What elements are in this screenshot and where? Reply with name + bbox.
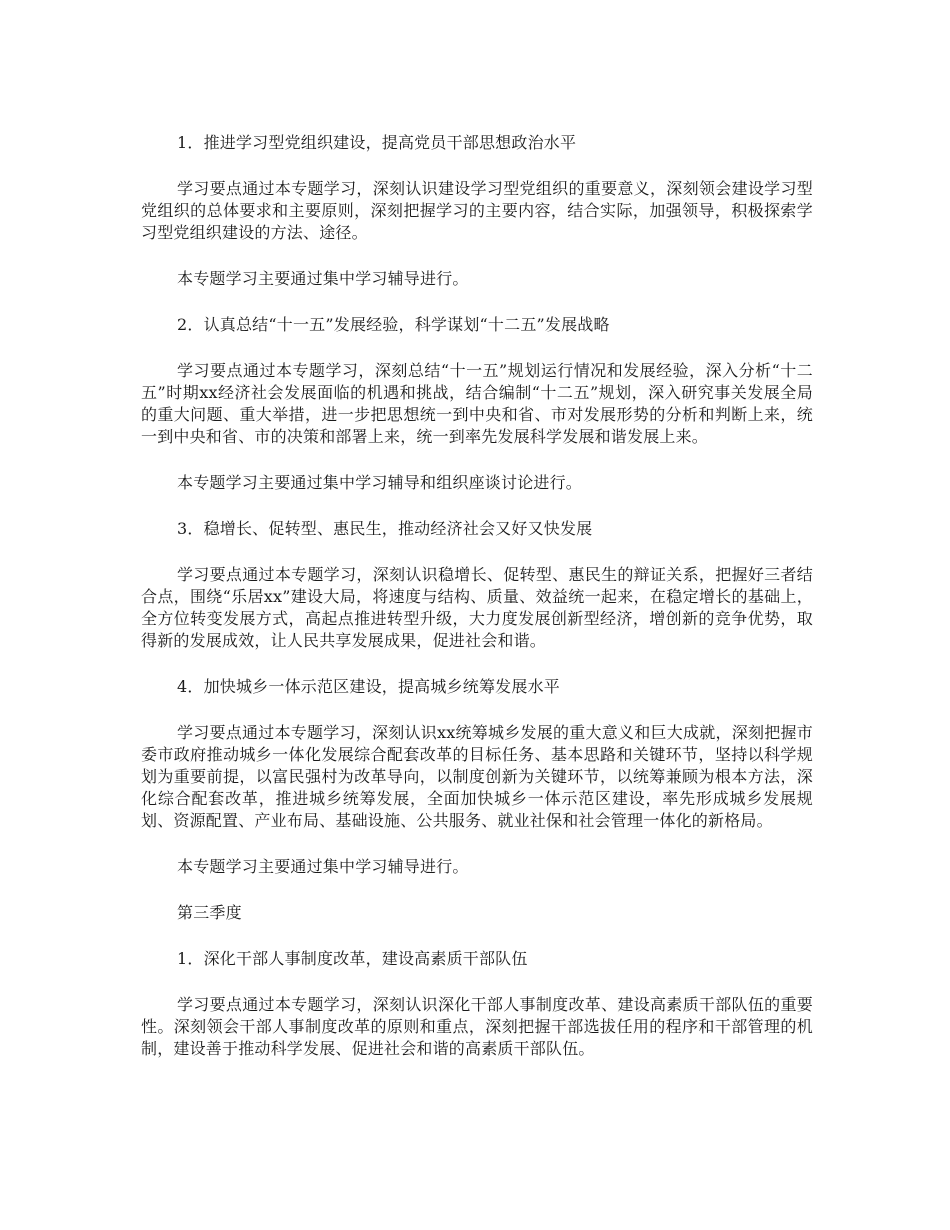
study-points-paragraph: 学习要点通过本专题学习，深刻认识xx统筹城乡发展的重大意义和巨大成就，深刻把握市委市政府推动城乡一体化发展综合配套改革的目标任务、基本思路和关键环节，坚持以科学规划为重要前提，以富民强村为改革导向，以制度创新为关键环节，以统筹兼顾为根本方法，深化综合配套改革，推进城乡统筹发展，全面加快城乡一体示范区建设，率先形成城乡发展规划、资源配置、产业布局、基础设施、公共服务、就业社保和社会管理一体化的新格局。 [141,723,813,830]
study-method-paragraph: 本专题学习主要通过集中学习辅导进行。 [177,857,469,876]
study-method-paragraph: 本专题学习主要通过集中学习辅导和组织座谈讨论进行。 [177,473,583,492]
study-points-paragraph: 学习要点通过本专题学习，深刻认识深化干部人事制度改革、建设高素质干部队伍的重要性。深刻领会干部人事制度改革的原则和重点，深刻把握干部选拔任用的程序和干部管理的机制，建设善于推动科学发展、促进社会和谐的高素质干部队伍。 [141,995,813,1058]
document-body [141,132,813,1084]
study-points-paragraph: 学习要点通过本专题学习，深刻认识稳增长、促转型、惠民生的辩证关系，把握好三者结合点，围绕“乐居xx”建设大局，将速度与结构、质量、效益统一起来，在稳定增长的基础上，全方位转变发展方式，高起点推进转型升级，大力度发展创新型经济，增创新的竞争优势，取得新的发展成效，让人民共享发展成果，促进社会和谐。 [141,565,813,650]
heading-2-1: 1．深化干部人事制度改革，建设高素质干部队伍 [177,949,528,968]
heading-1-3: 3．稳增长、促转型、惠民生，推动经济社会又好又快发展 [177,519,593,538]
study-points-paragraph: 学习要点通过本专题学习，深刻总结“十一五”规划运行情况和发展经验，深入分析“十二五”时期xx经济社会发展面临的机遇和挑战，结合编制“十二五”规划，深入研究事关发展全局的重大问题、重大举措，进一步把思想统一到中央和省、市对发展形势的分析和判断上来，统一到中央和省、市的决策和部署上来，统一到率先发展科学发展和谐发展上来。 [141,361,813,446]
study-method-paragraph: 本专题学习主要通过集中学习辅导进行。 [177,269,469,288]
section-heading-q3: 第三季度 [177,903,242,922]
heading-1-1: 1．推进学习型党组织建设，提高党员干部思想政治水平 [177,133,577,152]
heading-1-2: 2．认真总结“十一五”发展经验，科学谋划“十二五”发展战略 [177,315,610,334]
study-points-paragraph: 学习要点通过本专题学习，深刻认识建设学习型党组织的重要意义，深刻领会建设学习型党组织的总体要求和主要原则，深刻把握学习的主要内容，结合实际，加强领导，积极探索学习型党组织建设的方法、途径。 [141,179,813,242]
heading-1-4: 4．加快城乡一体示范区建设，提高城乡统筹发展水平 [177,677,560,696]
